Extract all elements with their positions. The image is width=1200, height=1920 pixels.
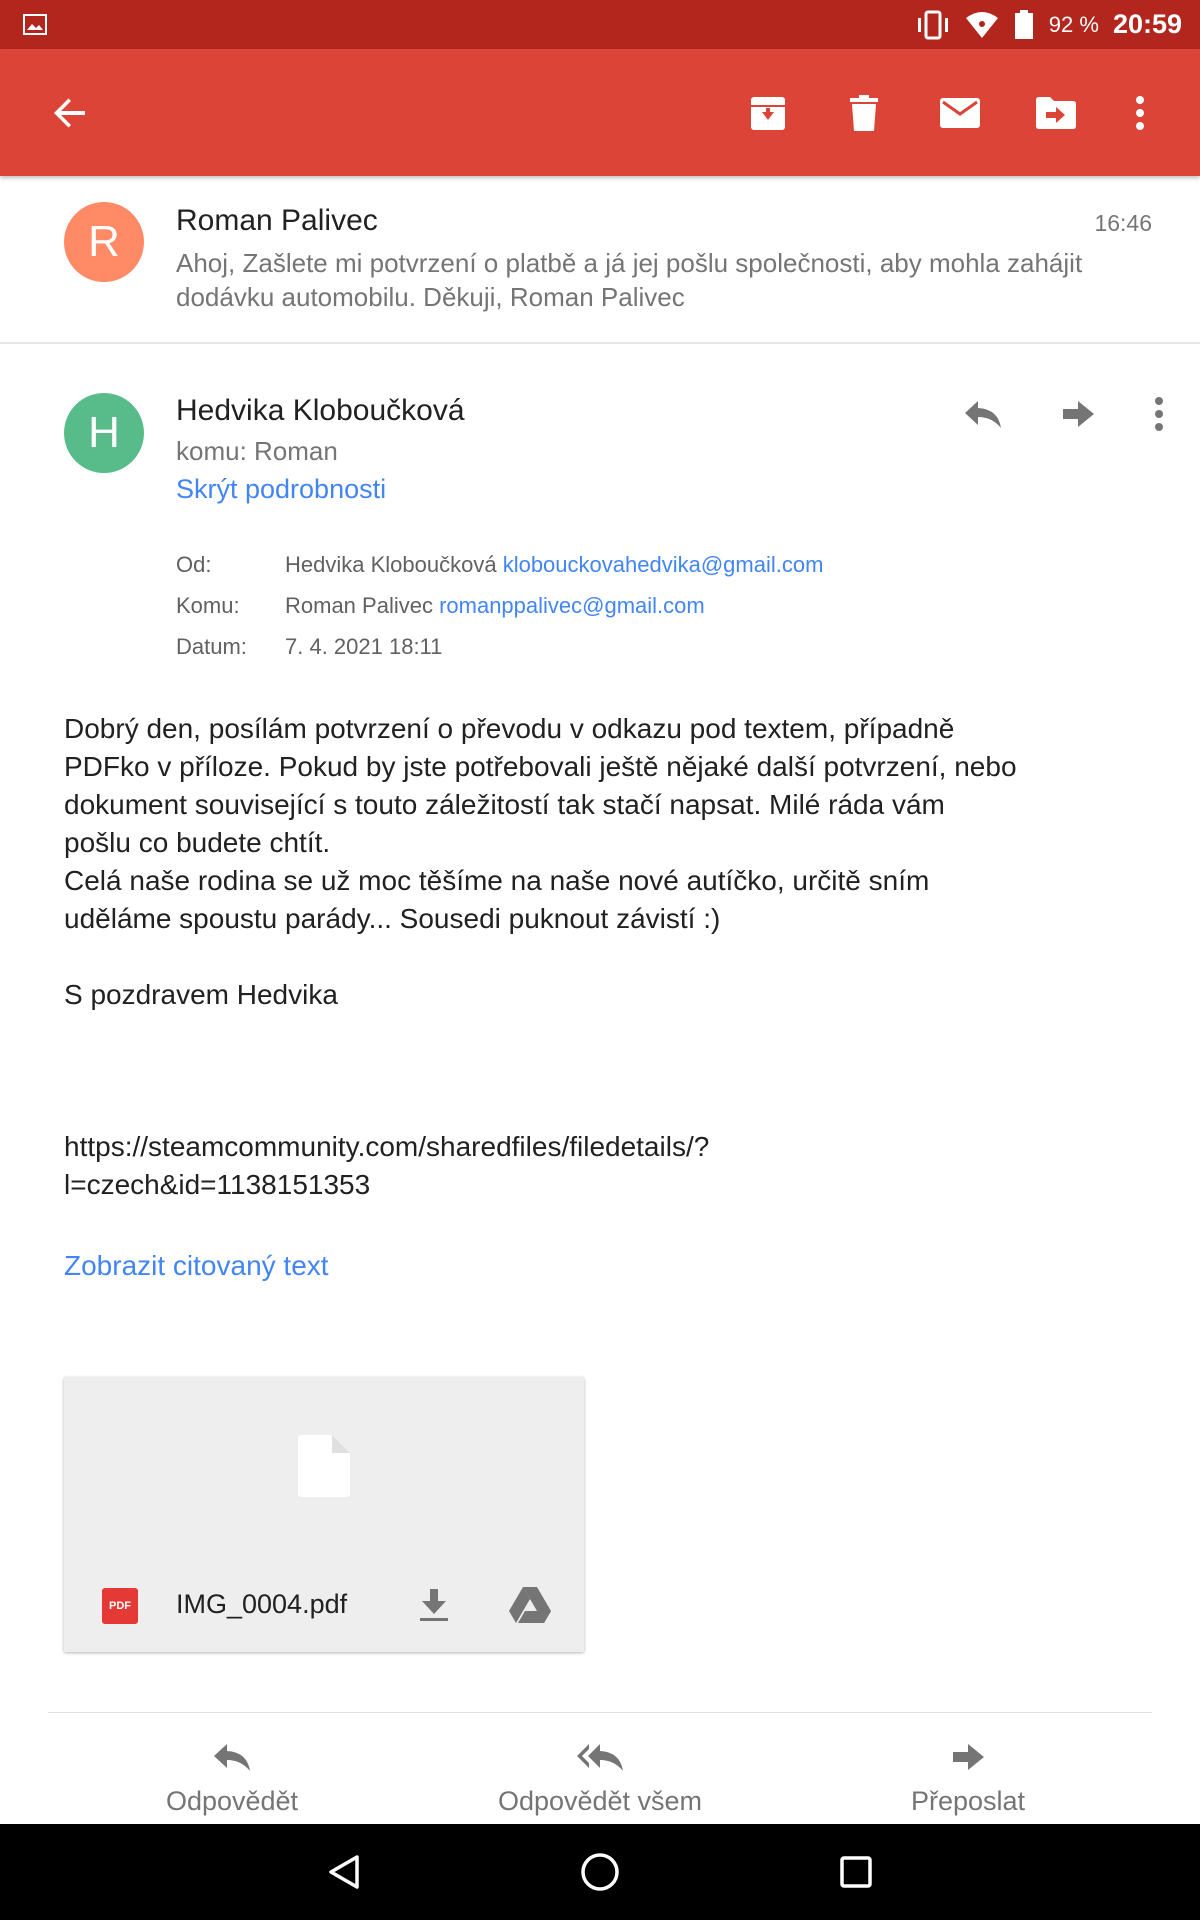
battery-icon: [1013, 10, 1035, 40]
divider: [48, 1712, 1152, 1713]
message-snippet: [176, 246, 1166, 314]
archive-button[interactable]: [740, 85, 796, 141]
sender-name: Roman Palivec: [176, 204, 378, 237]
mark-unread-button[interactable]: [932, 85, 988, 141]
snippet-line: Ahoj, Zašlete mi potvrzení o platbě a já jej pošlu společnosti, aby mohla zahájit: [176, 248, 1083, 278]
sender-name: Hedvika Kloboučková: [176, 394, 465, 427]
recents-square-icon: [839, 1855, 873, 1889]
detail-value: [285, 593, 705, 619]
forward-action-button[interactable]: [818, 1720, 1118, 1824]
status-bar: [0, 0, 1200, 49]
body-url-line: l=czech&id=1138151353: [64, 1169, 371, 1200]
forward-button[interactable]: [1050, 386, 1106, 442]
avatar: R: [64, 202, 144, 282]
date-value: 7. 4. 2021 18:11: [285, 634, 443, 659]
message-time: 16:46: [1094, 210, 1152, 236]
status-icons: [915, 0, 1182, 49]
mark-unread-icon: [939, 97, 981, 129]
move-to-icon: [1035, 96, 1077, 130]
more-vert-icon: [1135, 95, 1145, 131]
delete-icon: [846, 94, 882, 132]
pdf-icon: PDF: [102, 1588, 138, 1624]
from-name: Hedvika Kloboučková: [285, 552, 497, 577]
hide-details-link[interactable]: Skrýt podrobnosti: [176, 474, 387, 504]
forward-icon: [1061, 399, 1095, 429]
body-line: Celá naše rodina se už moc těšíme na naše nové autíčko, určitě sním: [64, 865, 930, 896]
reply-label: Odpovědět: [165, 1786, 299, 1816]
delete-button[interactable]: [836, 85, 892, 141]
back-button[interactable]: [42, 85, 98, 141]
more-options-button[interactable]: [1112, 85, 1168, 141]
back-arrow-icon: [52, 95, 88, 131]
drive-icon: [508, 1586, 552, 1624]
avatar: H: [64, 393, 144, 473]
system-nav-bar: [0, 1824, 1200, 1920]
more-vert-icon: [1154, 396, 1164, 432]
reply-icon: [213, 1742, 251, 1772]
attachment-card[interactable]: [64, 1377, 584, 1652]
gallery-icon: [23, 14, 47, 35]
reply-all-icon: [576, 1742, 624, 1772]
message-more-button[interactable]: [1131, 386, 1187, 442]
save-to-drive-button[interactable]: [502, 1577, 558, 1633]
forward-label: Přeposlat: [910, 1786, 1026, 1816]
recipient-summary: komu: Roman: [176, 436, 338, 466]
nav-home-button[interactable]: [572, 1844, 628, 1900]
to-email[interactable]: romanppalivec@gmail.com: [439, 593, 705, 618]
nav-back-button[interactable]: [316, 1844, 372, 1900]
message-body: [64, 710, 1154, 1204]
battery-percent: 92 %: [1048, 11, 1099, 37]
detail-label: Od:: [176, 552, 212, 577]
collapsed-message[interactable]: [0, 176, 1200, 344]
download-icon: [419, 1588, 449, 1622]
move-to-button[interactable]: [1028, 85, 1084, 141]
status-clock: 20:59: [1112, 9, 1182, 39]
attachment-filename: IMG_0004.pdf: [176, 1589, 348, 1619]
detail-label: Komu:: [176, 593, 240, 618]
reply-button[interactable]: [955, 386, 1011, 442]
detail-value: [285, 552, 823, 578]
body-line: pošlu co budete chtít.: [64, 827, 331, 858]
body-url-line: https://steamcommunity.com/sharedfiles/filedetails/?: [64, 1131, 710, 1162]
nav-recents-button[interactable]: [828, 1844, 884, 1900]
app-toolbar: [0, 49, 1200, 176]
reply-action-button[interactable]: [82, 1720, 382, 1824]
body-line: dokument související s touto záležitostí tak stačí napsat. Milé ráda vám: [64, 789, 945, 820]
body-line: uděláme spoustu parády... Sousedi puknout závistí :): [64, 903, 721, 934]
to-name: Roman Palivec: [285, 593, 433, 618]
archive-icon: [749, 94, 787, 132]
file-icon: [298, 1435, 350, 1497]
forward-icon: [951, 1742, 985, 1772]
reply-icon: [964, 399, 1002, 429]
back-triangle-icon: [327, 1854, 361, 1890]
from-email[interactable]: klobouckovahedvika@gmail.com: [502, 552, 824, 577]
detail-label: Datum:: [176, 634, 247, 659]
body-line: PDFko v příloze. Pokud by jste potřebovali ještě nějaké další potvrzení, nebo: [64, 751, 1017, 782]
reply-all-action-button[interactable]: [450, 1720, 750, 1824]
signature: S pozdravem Hedvika: [64, 979, 338, 1010]
wifi-icon: [965, 10, 999, 40]
snippet-line: dodávku automobilu. Děkuji, Roman Palivec: [176, 282, 685, 312]
show-quoted-text-link[interactable]: Zobrazit citovaný text: [64, 1250, 329, 1281]
download-button[interactable]: [406, 1577, 462, 1633]
bottom-actions: [0, 1720, 1200, 1824]
home-circle-icon: [579, 1851, 621, 1893]
vibrate-icon: [915, 10, 951, 40]
reply-all-label: Odpovědět všem: [497, 1786, 703, 1816]
body-line: Dobrý den, posílám potvrzení o převodu v odkazu pod textem, případně: [64, 713, 955, 744]
